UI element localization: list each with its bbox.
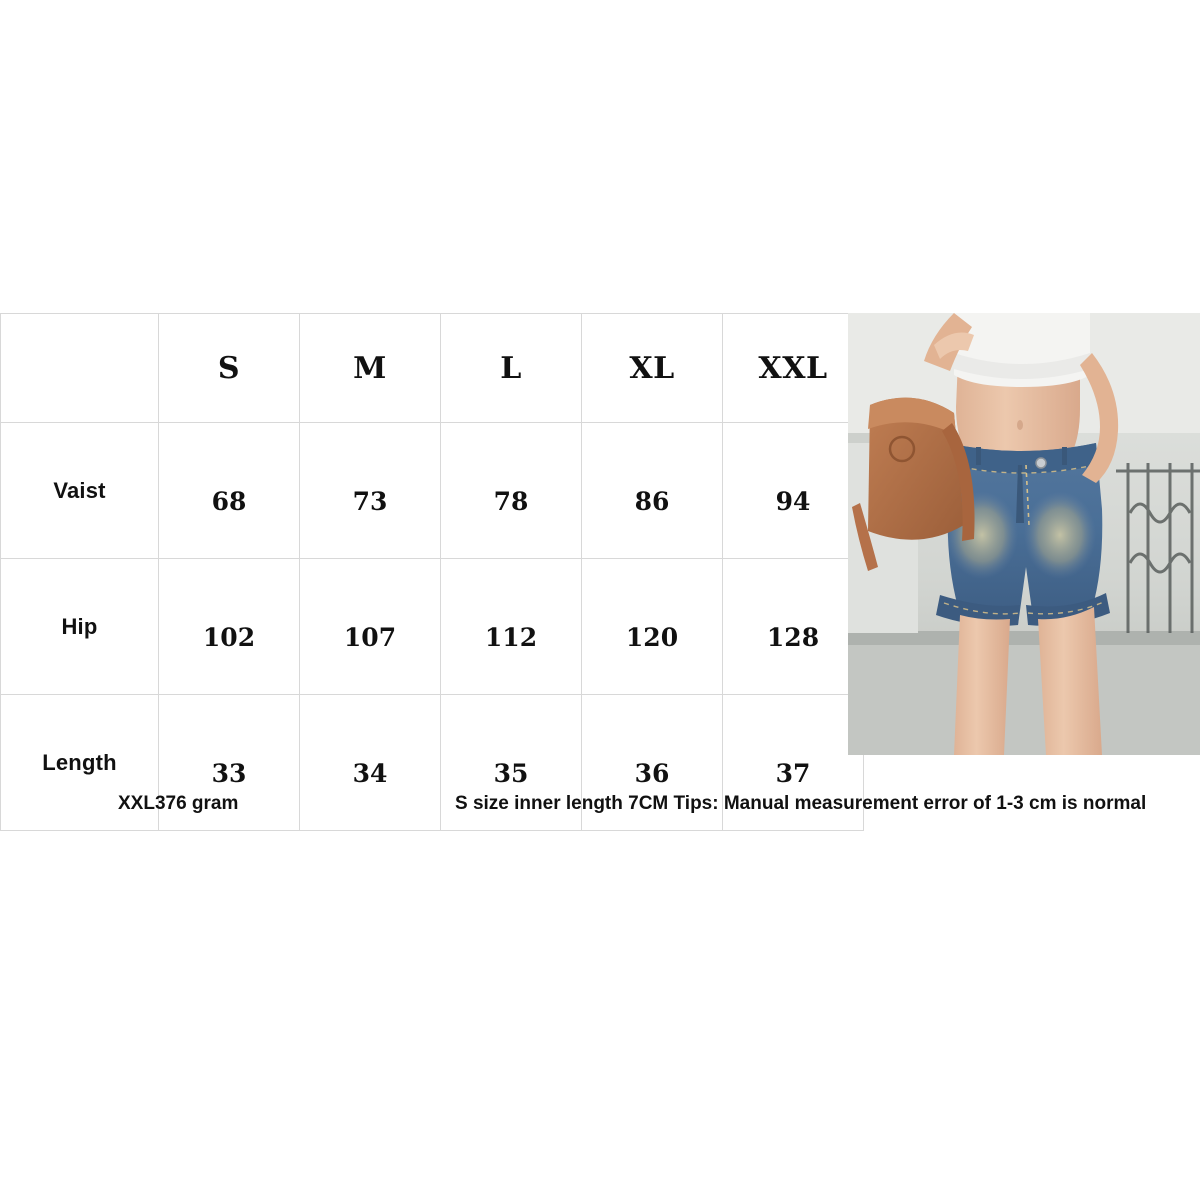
table-row (1, 423, 864, 559)
size-chart-block (0, 313, 1200, 838)
size-table (0, 313, 864, 831)
row-label-hip: Hip (1, 559, 159, 695)
cell-length-xxl: 37 (723, 695, 864, 831)
cell-hip-l: 112 (441, 559, 582, 695)
cell-hip-m: 107 (300, 559, 441, 695)
size-header-xl: XL (582, 314, 723, 423)
size-header-l: L (441, 314, 582, 423)
product-photo (848, 313, 1200, 755)
header-corner-cell (1, 314, 159, 423)
cell-length-s: 33 (159, 695, 300, 831)
note-measurement-tip: S size inner length 7CM Tips: Manual measurement error of 1-3 cm is normal (455, 793, 1147, 814)
note-weight: XXL376 gram (118, 793, 239, 814)
cell-vaist-xxl: 94 (723, 423, 864, 559)
footer-notes (0, 793, 1200, 838)
table-row (1, 559, 864, 695)
size-table-container (0, 313, 848, 788)
cell-length-l: 35 (441, 695, 582, 831)
cell-vaist-s: 68 (159, 423, 300, 559)
size-header-m: M (300, 314, 441, 423)
size-table-body (1, 314, 864, 831)
cell-vaist-xl: 86 (582, 423, 723, 559)
product-photo-illustration (848, 313, 1200, 755)
cell-length-xl: 36 (582, 695, 723, 831)
size-header-xxl: XXL (723, 314, 864, 423)
cell-length-m: 34 (300, 695, 441, 831)
size-header-s: S (159, 314, 300, 423)
cell-hip-s: 102 (159, 559, 300, 695)
cell-vaist-m: 73 (300, 423, 441, 559)
row-label-length: Length (1, 695, 159, 831)
cell-vaist-l: 78 (441, 423, 582, 559)
cell-hip-xxl: 128 (723, 559, 864, 695)
cell-hip-xl: 120 (582, 559, 723, 695)
table-header-row (1, 314, 864, 423)
row-label-vaist: Vaist (1, 423, 159, 559)
